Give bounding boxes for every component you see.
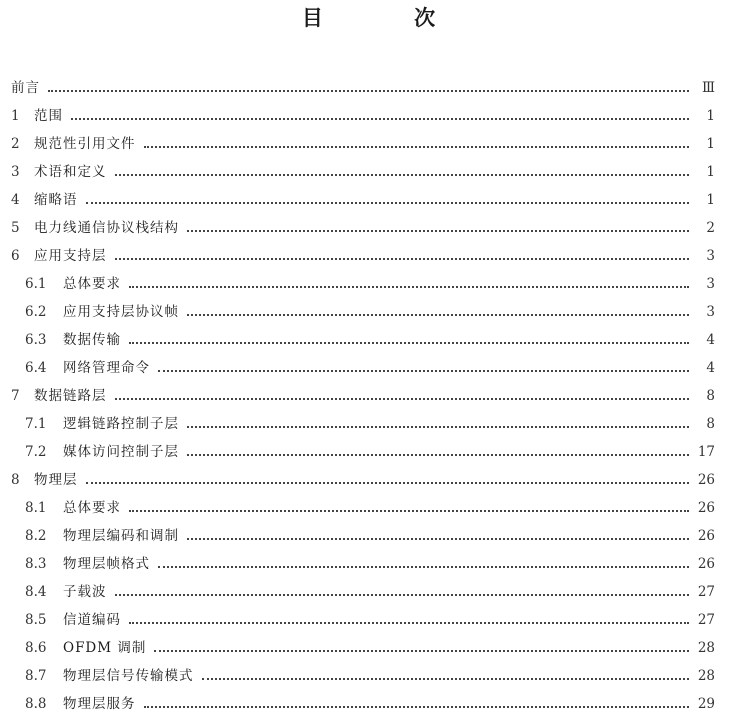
toc-entry-label: 逻辑链路控制子层 [63,416,179,432]
dot-leader [129,621,689,624]
toc-entry-page-number: 3 [706,248,715,264]
toc-entry-number: 1 [11,108,20,124]
toc-entry-number: 8.8 [25,696,47,712]
dot-leader [86,481,690,484]
toc-entry-page-number: 27 [697,584,715,600]
toc-entry-label: 术语和定义 [34,164,107,180]
toc-entry-number: 6.1 [25,276,47,292]
toc-entry-page-number: 26 [697,528,715,544]
toc-entry-page-number: 4 [706,360,715,376]
toc-entry-number: 6.2 [25,304,47,320]
toc-entry-label: 物理层编码和调制 [63,528,179,544]
toc-entry-label: 物理层服务 [63,696,136,712]
dot-leader [129,341,689,344]
toc-entry-page-number: 1 [706,164,715,180]
toc-entry-label: 规范性引用文件 [34,136,136,152]
toc-entry-label: 物理层 [34,472,78,488]
toc-entry-label: 数据传输 [63,332,121,348]
toc-entry-page-number: 27 [697,612,715,628]
toc-entry-label: 电力线通信协议栈结构 [34,220,179,236]
toc-entry-label: 信道编码 [63,612,121,628]
toc-entry[interactable] [0,382,737,410]
dot-leader [154,649,689,652]
toc-entry-number: 8 [11,472,20,488]
toc-entry-page-number: 28 [697,668,715,684]
toc-entry[interactable] [0,690,737,718]
toc-entry[interactable] [0,158,737,186]
toc-entry-page-number: 17 [697,444,715,460]
toc-entry[interactable] [0,494,737,522]
toc-entry-page-number: 3 [706,276,715,292]
toc-entry-label: 应用支持层 [34,248,107,264]
toc-entry-page-number: 28 [697,640,715,656]
dot-leader [115,257,690,260]
toc-entry[interactable] [0,270,737,298]
dot-leader [115,173,690,176]
toc-entry-number: 6 [11,248,20,264]
toc-entry-label: 应用支持层协议帧 [63,304,179,320]
toc-entry-number: 7 [11,388,20,404]
toc-entry-page-number: 29 [697,696,715,712]
toc-entry[interactable] [0,214,737,242]
toc-entry-number: 8.7 [25,668,47,684]
dot-leader [129,285,689,288]
toc-entry-number: 6.4 [25,360,47,376]
toc-entry-number: 7.1 [25,416,47,432]
toc-entry[interactable] [0,550,737,578]
dot-leader [187,537,689,540]
dot-leader [71,117,689,120]
toc-entry-number: 5 [11,220,20,236]
toc-entry-label: 范围 [34,108,63,124]
toc-entry-page-number: 1 [706,192,715,208]
dot-leader [144,145,690,148]
toc-entry-number: 8.3 [25,556,47,572]
dot-leader [129,509,689,512]
toc-entry[interactable] [0,662,737,690]
toc-entry[interactable] [0,410,737,438]
toc-entry[interactable] [0,606,737,634]
toc-entry-number: 8.5 [25,612,47,628]
toc-entry-label: 总体要求 [63,276,121,292]
toc-entry-page-number: 8 [706,388,715,404]
toc-entry-label: 缩略语 [34,192,78,208]
toc-entry-page-number: Ⅲ [701,80,715,96]
toc-entry-page-number: 8 [706,416,715,432]
toc-entry[interactable] [0,74,737,102]
toc-entry[interactable] [0,522,737,550]
toc-entry-label: 物理层帧格式 [63,556,150,572]
toc-entry-page-number: 26 [697,500,715,516]
toc-entry-number: 3 [11,164,20,180]
dot-leader [48,89,689,92]
toc-entry-number: 8.6 [25,640,47,656]
dot-leader [115,397,690,400]
page-title: 目 次 [301,6,478,30]
toc-entry-label: 前言 [11,80,40,96]
dot-leader [158,369,689,372]
toc-entry-number: 2 [11,136,20,152]
toc-entry[interactable] [0,578,737,606]
toc-entry[interactable] [0,326,737,354]
toc-entry[interactable] [0,634,737,662]
dot-leader [144,705,690,708]
toc-entry-number: 8.1 [25,500,47,516]
dot-leader [202,677,690,680]
toc-entry[interactable] [0,438,737,466]
toc-entry-page-number: 4 [706,332,715,348]
toc-entry-label: 数据链路层 [34,388,107,404]
toc-entry-page-number: 1 [706,108,715,124]
toc-entry-page-number: 26 [697,556,715,572]
toc-entry-label: 总体要求 [63,500,121,516]
toc-entry[interactable] [0,186,737,214]
table-of-contents [0,74,737,718]
dot-leader [187,313,689,316]
toc-entry-label: 网络管理命令 [63,360,150,376]
toc-entry-label: 物理层信号传输模式 [63,668,194,684]
dot-leader [86,201,690,204]
dot-leader [187,453,689,456]
dot-leader [115,593,690,596]
toc-entry[interactable] [0,130,737,158]
toc-entry-number: 7.2 [25,444,47,460]
toc-entry-number: 6.3 [25,332,47,348]
toc-entry-page-number: 1 [706,136,715,152]
toc-entry-label: 子载波 [63,584,107,600]
toc-entry[interactable] [0,354,737,382]
dot-leader [187,425,689,428]
toc-entry[interactable] [0,242,737,270]
toc-entry-page-number: 2 [706,220,715,236]
toc-entry-page-number: 3 [706,304,715,320]
toc-entry[interactable] [0,298,737,326]
dot-leader [158,565,689,568]
toc-entry-number: 8.2 [25,528,47,544]
toc-entry-number: 4 [11,192,20,208]
toc-entry[interactable] [0,466,737,494]
toc-entry[interactable] [0,102,737,130]
toc-entry-page-number: 26 [697,472,715,488]
toc-entry-label: 媒体访问控制子层 [63,444,179,460]
toc-entry-label: OFDM 调制 [63,640,147,656]
dot-leader [187,229,689,232]
toc-entry-number: 8.4 [25,584,47,600]
